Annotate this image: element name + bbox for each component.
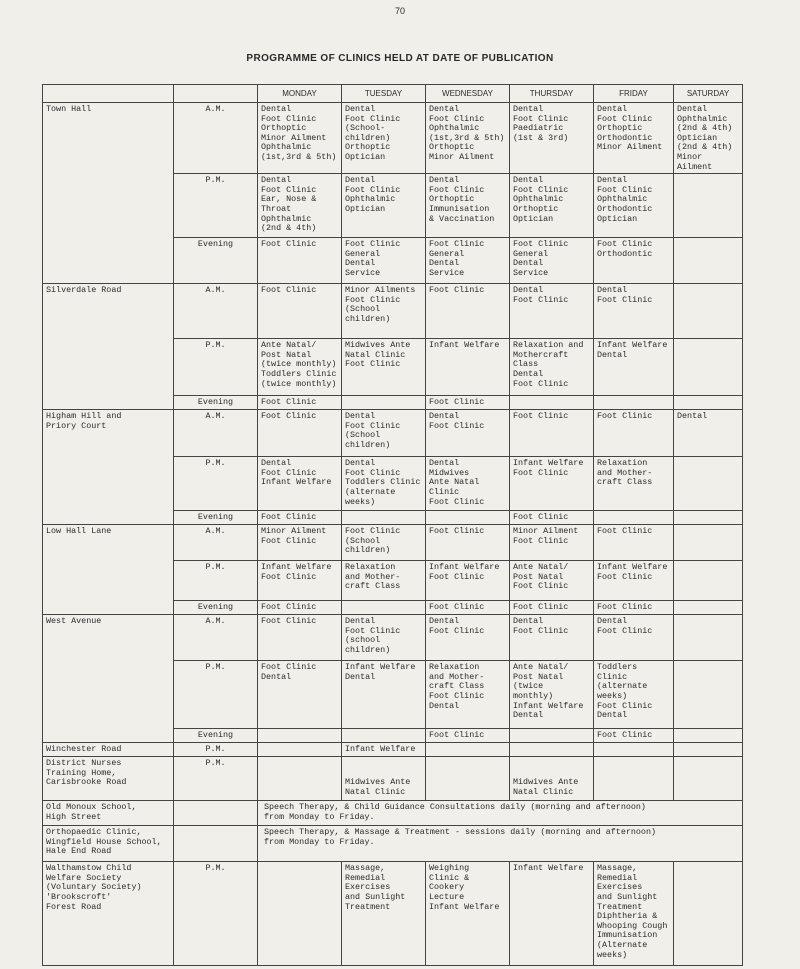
clinic-cell-monday xyxy=(258,862,342,966)
session-time-cell: Evening xyxy=(174,729,258,743)
clinic-cell-friday: Infant Welfare Foot Clinic xyxy=(594,561,674,601)
table-row xyxy=(43,410,743,457)
table-row xyxy=(43,525,743,561)
clinic-cell-wednesday xyxy=(426,757,510,801)
clinic-cell-tuesday xyxy=(342,511,426,525)
clinic-cell-saturday xyxy=(674,661,743,729)
table-row xyxy=(43,862,743,966)
clinic-cell-friday: Toddlers Clinic (alternate weeks) Foot Clinic Dental xyxy=(594,661,674,729)
clinic-cell-wednesday: Foot Clinic xyxy=(426,525,510,561)
clinic-cell-tuesday: Infant Welfare Dental xyxy=(342,661,426,729)
table-row xyxy=(43,615,743,661)
clinic-cell-monday: Dental Foot Clinic Infant Welfare xyxy=(258,457,342,511)
location-cell: Winchester Road xyxy=(43,743,174,757)
clinic-cell-wednesday: Foot Clinic xyxy=(426,729,510,743)
session-time-cell: P.M. xyxy=(174,757,258,801)
session-time-cell: P.M. xyxy=(174,661,258,729)
clinic-cell-tuesday: Relaxation and Mother- craft Class xyxy=(342,561,426,601)
clinic-cell-thursday: Foot Clinic General Dental Service xyxy=(510,238,594,284)
clinic-cell-tuesday: Midwives Ante Natal Clinic xyxy=(342,757,426,801)
clinic-cell-monday: Dental Foot Clinic Ear, Nose & Throat Ophthalmic (2nd & 4th) xyxy=(258,174,342,238)
clinic-cell-tuesday: Midwives Ante Natal Clinic Foot Clinic xyxy=(342,339,426,396)
clinic-cell-saturday xyxy=(674,743,743,757)
header-wednesday: WEDNESDAY xyxy=(426,85,510,103)
session-time-cell: P.M. xyxy=(174,743,258,757)
header-monday: MONDAY xyxy=(258,85,342,103)
session-time-cell: A.M. xyxy=(174,615,258,661)
session-time-cell xyxy=(174,801,258,826)
clinic-cell-saturday xyxy=(674,511,743,525)
clinic-cell-monday: Foot Clinic xyxy=(258,396,342,410)
clinic-cell-saturday xyxy=(674,339,743,396)
session-time-cell: P.M. xyxy=(174,561,258,601)
clinic-cell-friday xyxy=(594,743,674,757)
clinic-cell-friday xyxy=(594,396,674,410)
session-time-cell: Evening xyxy=(174,511,258,525)
clinic-cell-monday: Dental Foot Clinic Orthoptic Minor Ailment Ophthalmic (1st,3rd & 5th) xyxy=(258,103,342,174)
clinic-cell-saturday xyxy=(674,862,743,966)
clinic-cell-friday: Dental Foot Clinic Orthoptic Orthodontic Minor Ailment xyxy=(594,103,674,174)
session-time-cell: Evening xyxy=(174,601,258,615)
clinic-cell-wednesday: Infant Welfare xyxy=(426,339,510,396)
clinic-cell-monday xyxy=(258,729,342,743)
clinic-cell-friday: Infant Welfare Dental xyxy=(594,339,674,396)
clinic-cell-monday: Foot Clinic Dental xyxy=(258,661,342,729)
clinic-cell-wednesday: Dental Foot Clinic xyxy=(426,615,510,661)
clinic-cell-saturday xyxy=(674,174,743,238)
clinic-cell-thursday: Dental Foot Clinic xyxy=(510,615,594,661)
clinic-cell-wednesday: Foot Clinic General Dental Service xyxy=(426,238,510,284)
clinic-cell-monday: Foot Clinic xyxy=(258,284,342,339)
table-row xyxy=(43,103,743,174)
location-cell: Town Hall xyxy=(43,103,174,284)
clinic-cell-tuesday: Minor Ailments Foot Clinic (School children) xyxy=(342,284,426,339)
clinic-cell-friday: Relaxation and Mother- craft Class xyxy=(594,457,674,511)
clinic-cell-monday: Foot Clinic xyxy=(258,615,342,661)
clinic-cell-tuesday: Dental Foot Clinic Toddlers Clinic (alternate weeks) xyxy=(342,457,426,511)
weekly-sessions-note: Speech Therapy, & Child Guidance Consultations daily (morning and afternoon) from Monday to Friday. xyxy=(258,801,743,826)
table-header-row xyxy=(43,85,743,103)
clinic-cell-friday: Foot Clinic xyxy=(594,601,674,615)
session-time-cell: Evening xyxy=(174,396,258,410)
clinic-cell-saturday: Dental xyxy=(674,410,743,457)
clinic-cell-saturday xyxy=(674,729,743,743)
session-time-cell: P.M. xyxy=(174,174,258,238)
location-cell: Low Hall Lane xyxy=(43,525,174,615)
location-cell: Orthopaedic Clinic, Wingfield House School, Hale End Road xyxy=(43,826,174,862)
clinic-cell-thursday: Infant Welfare xyxy=(510,862,594,966)
session-time-cell: P.M. xyxy=(174,339,258,396)
header-tuesday: TUESDAY xyxy=(342,85,426,103)
clinic-cell-saturday xyxy=(674,615,743,661)
clinic-cell-tuesday: Dental Foot Clinic (School children) xyxy=(342,410,426,457)
clinic-cell-tuesday: Dental Foot Clinic Ophthalmic Optician xyxy=(342,174,426,238)
header-time xyxy=(174,85,258,103)
clinic-cell-thursday xyxy=(510,743,594,757)
header-saturday: SATURDAY xyxy=(674,85,743,103)
clinic-cell-wednesday xyxy=(426,511,510,525)
clinic-cell-saturday xyxy=(674,561,743,601)
clinic-cell-friday: Dental Foot Clinic xyxy=(594,615,674,661)
clinic-cell-wednesday: Foot Clinic xyxy=(426,396,510,410)
clinic-cell-monday: Foot Clinic xyxy=(258,410,342,457)
clinic-cell-monday xyxy=(258,757,342,801)
table-row xyxy=(43,826,743,862)
clinic-cell-monday: Foot Clinic xyxy=(258,601,342,615)
clinic-cell-wednesday: Dental Foot Clinic Orthoptic Immunisation & Vaccination xyxy=(426,174,510,238)
clinic-cell-wednesday: Infant Welfare Foot Clinic xyxy=(426,561,510,601)
weekly-sessions-note: Speech Therapy, & Massage & Treatment - sessions daily (morning and afternoon) from Monday to Friday. xyxy=(258,826,743,862)
clinic-cell-friday: Foot Clinic xyxy=(594,729,674,743)
clinic-cell-friday: Foot Clinic Orthodontic xyxy=(594,238,674,284)
clinic-cell-tuesday: Dental Foot Clinic (School- children) Orthoptic Optician xyxy=(342,103,426,174)
session-time-cell: P.M. xyxy=(174,457,258,511)
clinic-cell-saturday xyxy=(674,238,743,284)
clinic-cell-tuesday: Foot Clinic (School children) xyxy=(342,525,426,561)
clinic-cell-monday: Foot Clinic xyxy=(258,511,342,525)
location-cell: Walthamstow Child Welfare Society (Voluntary Society) 'Brookscroft' Forest Road xyxy=(43,862,174,966)
clinic-cell-tuesday: Infant Welfare xyxy=(342,743,426,757)
clinic-cell-saturday xyxy=(674,601,743,615)
clinic-cell-saturday xyxy=(674,396,743,410)
header-location xyxy=(43,85,174,103)
clinic-cell-wednesday: Foot Clinic xyxy=(426,284,510,339)
clinic-cell-saturday xyxy=(674,757,743,801)
clinic-cell-thursday: Foot Clinic xyxy=(510,410,594,457)
clinic-schedule-table xyxy=(42,84,743,966)
header-thursday: THURSDAY xyxy=(510,85,594,103)
clinic-cell-thursday: Foot Clinic xyxy=(510,511,594,525)
session-time-cell: A.M. xyxy=(174,103,258,174)
clinic-cell-monday: Infant Welfare Foot Clinic xyxy=(258,561,342,601)
clinic-cell-wednesday: Relaxation and Mother- craft Class Foot Clinic Dental xyxy=(426,661,510,729)
clinic-cell-saturday xyxy=(674,525,743,561)
clinic-cell-thursday: Minor Ailment Foot Clinic xyxy=(510,525,594,561)
clinic-cell-friday: Massage, Remedial Exercises and Sunlight Treatment Diphtheria & Whooping Cough Immunisation (Alternate weeks) xyxy=(594,862,674,966)
clinic-cell-thursday: Midwives Ante Natal Clinic xyxy=(510,757,594,801)
table-row xyxy=(43,757,743,801)
session-time-cell: Evening xyxy=(174,238,258,284)
clinic-cell-thursday xyxy=(510,396,594,410)
clinic-cell-tuesday: Massage, Remedial Exercises and Sunlight Treatment xyxy=(342,862,426,966)
clinic-cell-thursday: Dental Foot Clinic xyxy=(510,284,594,339)
clinic-cell-thursday: Ante Natal/ Post Natal (twice monthly) Infant Welfare Dental xyxy=(510,661,594,729)
clinic-cell-saturday xyxy=(674,457,743,511)
clinic-cell-wednesday: Dental Midwives Ante Natal Clinic Foot Clinic xyxy=(426,457,510,511)
clinic-cell-thursday: Infant Welfare Foot Clinic xyxy=(510,457,594,511)
clinic-cell-friday: Foot Clinic xyxy=(594,525,674,561)
clinic-cell-friday xyxy=(594,511,674,525)
clinic-cell-tuesday xyxy=(342,601,426,615)
location-cell: Old Monoux School, High Street xyxy=(43,801,174,826)
clinic-cell-thursday xyxy=(510,729,594,743)
location-cell: Higham Hill and Priory Court xyxy=(43,410,174,525)
table-body xyxy=(43,103,743,966)
clinic-cell-thursday: Dental Foot Clinic Ophthalmic Orthoptic Optician xyxy=(510,174,594,238)
clinic-cell-friday: Foot Clinic xyxy=(594,410,674,457)
location-cell: West Avenue xyxy=(43,615,174,743)
session-time-cell xyxy=(174,826,258,862)
clinic-cell-friday: Dental Foot Clinic xyxy=(594,284,674,339)
session-time-cell: A.M. xyxy=(174,284,258,339)
page-number: 70 xyxy=(394,6,405,16)
clinic-cell-thursday: Ante Natal/ Post Natal Foot Clinic xyxy=(510,561,594,601)
clinic-cell-wednesday: Dental Foot Clinic xyxy=(426,410,510,457)
clinic-cell-saturday: Dental Ophthalmic (2nd & 4th) Optician (2nd & 4th) Minor Ailment xyxy=(674,103,743,174)
header-friday: FRIDAY xyxy=(594,85,674,103)
clinic-cell-thursday: Foot Clinic xyxy=(510,601,594,615)
clinic-cell-wednesday: Dental Foot Clinic Ophthalmic (1st,3rd & 5th) Orthoptic Minor Ailment xyxy=(426,103,510,174)
table-row xyxy=(43,801,743,826)
location-cell: Silverdale Road xyxy=(43,284,174,410)
clinic-cell-monday: Ante Natal/ Post Natal (twice monthly) Toddlers Clinic (twice monthly) xyxy=(258,339,342,396)
session-time-cell: A.M. xyxy=(174,525,258,561)
clinic-cell-tuesday xyxy=(342,729,426,743)
clinic-cell-wednesday xyxy=(426,743,510,757)
location-cell: District Nurses Training Home, Carisbrooke Road xyxy=(43,757,174,801)
table-row xyxy=(43,743,743,757)
clinic-cell-tuesday: Foot Clinic General Dental Service xyxy=(342,238,426,284)
clinic-cell-wednesday: Weighing Clinic & Cookery Lecture Infant Welfare xyxy=(426,862,510,966)
session-time-cell: P.M. xyxy=(174,862,258,966)
clinic-cell-thursday: Dental Foot Clinic Paediatric (1st & 3rd) xyxy=(510,103,594,174)
clinic-cell-friday: Dental Foot Clinic Ophthalmic Orthodontic Optician xyxy=(594,174,674,238)
page-title: PROGRAMME OF CLINICS HELD AT DATE OF PUBLICATION xyxy=(246,53,554,64)
clinic-cell-thursday: Relaxation and Mothercraft Class Dental Foot Clinic xyxy=(510,339,594,396)
clinic-cell-monday: Minor Ailment Foot Clinic xyxy=(258,525,342,561)
clinic-cell-saturday xyxy=(674,284,743,339)
clinic-cell-wednesday: Foot Clinic xyxy=(426,601,510,615)
session-time-cell: A.M. xyxy=(174,410,258,457)
clinic-cell-monday: Foot Clinic xyxy=(258,238,342,284)
clinic-cell-tuesday: Dental Foot Clinic (school children) xyxy=(342,615,426,661)
clinic-cell-tuesday xyxy=(342,396,426,410)
clinic-cell-friday xyxy=(594,757,674,801)
clinic-cell-monday xyxy=(258,743,342,757)
table-row xyxy=(43,284,743,339)
